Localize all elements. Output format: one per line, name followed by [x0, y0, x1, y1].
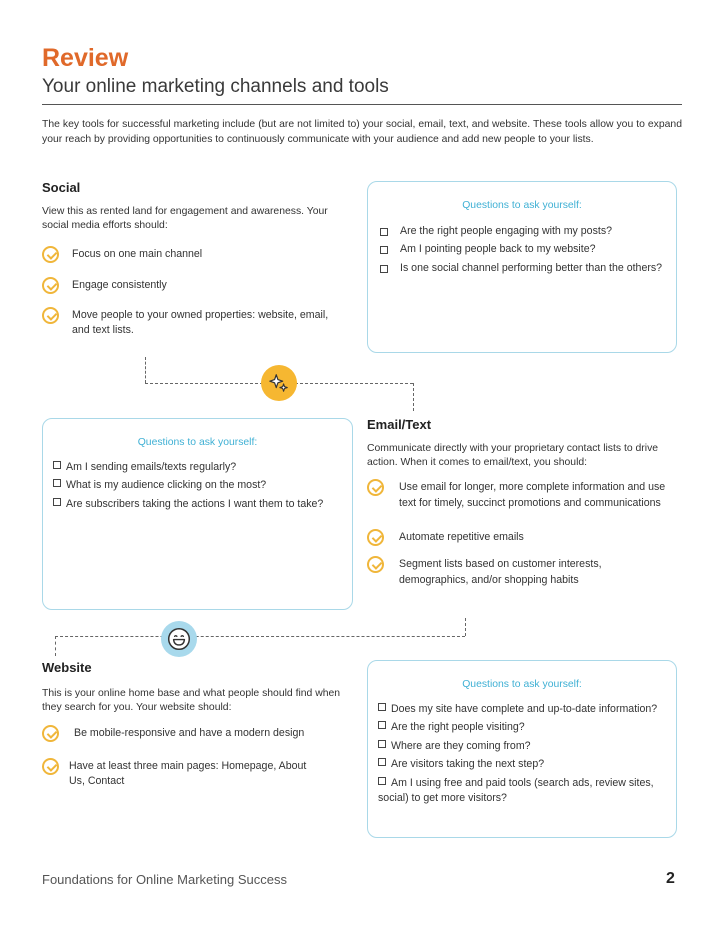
social-questions-title: Questions to ask yourself: — [462, 200, 582, 211]
checkbox-icon — [378, 777, 386, 785]
email-questions-list — [53, 460, 342, 512]
checkbox-icon — [378, 703, 386, 711]
connector-line — [145, 357, 146, 383]
list-item: Am I sending emails/texts regularly? — [53, 460, 342, 475]
check-circle-icon — [42, 307, 59, 324]
checkbox-icon — [53, 498, 61, 506]
page-subtitle: Your online marketing channels and tools — [42, 76, 389, 97]
list-item: Are subscribers taking the actions I want them to take? — [53, 497, 342, 512]
connector-line — [465, 618, 466, 636]
grinning-face-icon — [161, 621, 197, 657]
social-questions-box — [367, 181, 677, 353]
list-item: Be mobile-responsive and have a modern design — [42, 726, 352, 741]
social-section — [42, 180, 357, 339]
website-heading: Website — [42, 660, 92, 675]
checkbox-icon — [378, 721, 386, 729]
list-item: Does my site have complete and up-to-date information? — [378, 702, 666, 717]
email-bullets — [367, 480, 682, 588]
checkbox-icon — [378, 740, 386, 748]
checkbox-icon — [53, 479, 61, 487]
list-item: Is one social channel performing better than the others? — [380, 261, 664, 276]
list-item: What is my audience clicking on the most? — [53, 478, 342, 493]
list-item: Move people to your owned properties: website, email, and text lists. — [42, 308, 337, 339]
check-circle-icon — [42, 277, 59, 294]
checkbox-icon — [378, 758, 386, 766]
email-questions-title: Questions to ask yourself: — [137, 437, 258, 448]
checkbox-icon — [380, 265, 388, 273]
check-circle-icon — [42, 246, 59, 263]
check-circle-icon — [42, 758, 59, 775]
check-circle-icon — [42, 725, 59, 742]
checkbox-icon — [380, 228, 388, 236]
email-heading: Email/Text — [367, 417, 432, 432]
website-section — [42, 660, 352, 789]
footer-text: Foundations for Online Marketing Success — [42, 872, 287, 887]
check-circle-icon — [367, 556, 384, 573]
intro-paragraph: The key tools for successful marketing include (but are not limited to) your social, email, text, and website. These tools allow you to expand your reach by providing opportunities to continuously communicate with your audience and add new people to your lists. — [42, 119, 682, 145]
list-item: Automate repetitive emails — [367, 530, 682, 545]
website-questions-list — [378, 702, 666, 806]
website-questions-box — [367, 660, 677, 838]
connector-line — [55, 636, 56, 656]
social-bullets — [42, 247, 357, 339]
connector-line — [413, 383, 414, 411]
check-circle-icon — [367, 529, 384, 546]
website-description: This is your online home base and what people should find when they search for you. Your website should: — [42, 688, 341, 713]
social-description: View this as rented land for engagement and awareness. Your social media efforts should: — [42, 206, 328, 231]
email-questions-box — [42, 418, 353, 610]
list-item: Have at least three main pages: Homepage, About Us, Contact — [42, 759, 314, 790]
list-item: Am I using free and paid tools (search ads, review sites, social) to get more visitors? — [378, 776, 654, 805]
social-heading: Social — [42, 180, 81, 195]
sparkles-icon — [261, 365, 297, 401]
list-item: Where are they coming from? — [378, 739, 666, 754]
checkbox-icon — [53, 461, 61, 469]
page-number: 2 — [666, 870, 675, 887]
list-item: Are visitors taking the next step? — [378, 757, 666, 772]
list-item: Focus on one main channel — [42, 247, 357, 262]
list-item: Use email for longer, more complete information and use text for timely, succinct promotions and communications — [367, 480, 682, 511]
email-section — [367, 417, 682, 588]
list-item: Engage consistently — [42, 278, 357, 293]
social-questions-list — [380, 224, 664, 276]
connector-line — [55, 636, 465, 637]
check-circle-icon — [367, 479, 384, 496]
checkbox-icon — [380, 246, 388, 254]
list-item: Are the right people engaging with my posts? — [380, 224, 664, 239]
website-questions-title: Questions to ask yourself: — [462, 679, 582, 690]
header-divider — [42, 104, 682, 105]
website-bullets — [42, 726, 352, 789]
list-item: Am I pointing people back to my website? — [380, 242, 664, 257]
email-description: Communicate directly with your proprietary contact lists to drive action. When it comes to email/text, you should: — [367, 443, 659, 468]
list-item: Are the right people visiting? — [378, 720, 666, 735]
page-title: Review — [42, 44, 129, 72]
list-item: Segment lists based on customer interests, demographics, and/or shopping habits — [367, 557, 649, 588]
